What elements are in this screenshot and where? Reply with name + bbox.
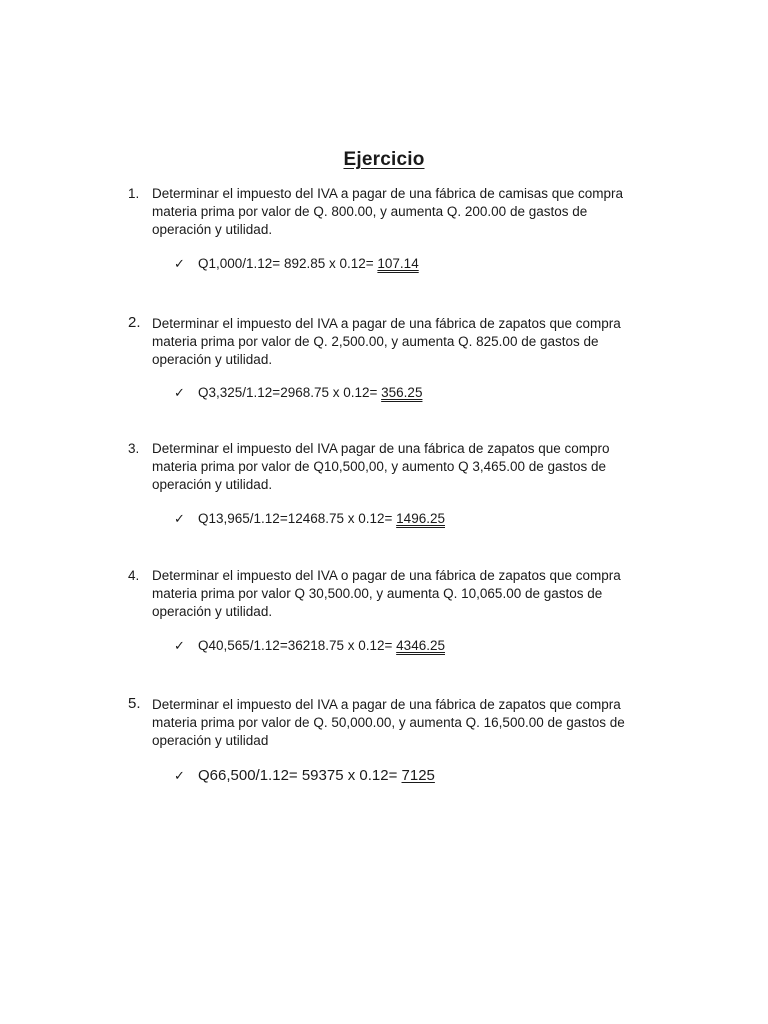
statement-line: materia prima por valor Q 30,500.00, y aumenta Q. 10,065.00 de gastos de <box>152 586 603 601</box>
checkmark-icon: ✓ <box>174 768 185 783</box>
answer-line <box>174 384 422 402</box>
exercise-statement <box>152 696 648 750</box>
exercise-number: 1. <box>128 186 140 201</box>
exercise-statement <box>152 315 648 369</box>
statement-line: Determinar el impuesto del IVA o pagar de una fábrica de zapatos que compra <box>152 568 621 583</box>
exercise-statement <box>152 185 648 239</box>
statement-line: materia prima por valor de Q10,500,00, y aumento Q 3,465.00 de gastos de <box>152 459 607 474</box>
checkmark-icon: ✓ <box>174 385 185 400</box>
statement-line: operación y utilidad. <box>152 477 273 492</box>
checkmark-icon: ✓ <box>174 511 185 526</box>
calculation-text: Q3,325/1.12=2968.75 x 0.12= <box>198 385 382 400</box>
statement-line: operación y utilidad. <box>152 352 273 367</box>
statement-line: materia prima por valor de Q. 800.00, y aumenta Q. 200.00 de gastos de <box>152 204 588 219</box>
result-value: 1496.25 <box>396 511 445 526</box>
statement-line: Determinar el impuesto del IVA a pagar de una fábrica de camisas que compra <box>152 186 624 201</box>
exercise-number: 4. <box>128 568 140 583</box>
exercise-number: 5. <box>128 695 141 712</box>
statement-line: Determinar el impuesto del IVA pagar de una fábrica de zapatos que compro <box>152 441 610 456</box>
calculation-text: Q66,500/1.12= 59375 x 0.12= <box>198 767 402 784</box>
page-title: Ejercicio <box>343 149 425 170</box>
statement-line: materia prima por valor de Q. 50,000.00, y aumenta Q. 16,500.00 de gastos de <box>152 715 625 730</box>
calculation-text: Q40,565/1.12=36218.75 x 0.12= <box>198 638 397 653</box>
statement-line: Determinar el impuesto del IVA a pagar de una fábrica de zapatos que compra <box>152 316 621 331</box>
checkmark-icon: ✓ <box>174 638 185 653</box>
calculation-text: Q13,965/1.12=12468.75 x 0.12= <box>198 511 397 526</box>
result-value: 356.25 <box>381 385 423 400</box>
checkmark-icon: ✓ <box>174 256 185 271</box>
exercise-number: 2. <box>128 314 141 331</box>
result-value: 4346.25 <box>396 638 445 653</box>
statement-line: materia prima por valor de Q. 2,500.00, y aumenta Q. 825.00 de gastos de <box>152 334 599 349</box>
result-value: 107.14 <box>377 256 419 271</box>
statement-line: Determinar el impuesto del IVA a pagar de una fábrica de zapatos que compra <box>152 697 621 712</box>
answer-line <box>174 255 419 273</box>
calculation-text: Q1,000/1.12= 892.85 x 0.12= <box>198 256 378 271</box>
statement-line: operación y utilidad. <box>152 222 273 237</box>
answer-line <box>174 767 435 785</box>
statement-line: operación y utilidad <box>152 733 269 748</box>
result-value: 7125 <box>401 767 435 784</box>
answer-line <box>174 637 445 655</box>
exercise-statement <box>152 567 648 621</box>
exercise-statement <box>152 440 648 494</box>
exercise-number: 3. <box>128 441 140 456</box>
statement-line: operación y utilidad. <box>152 604 273 619</box>
answer-line <box>174 510 445 528</box>
